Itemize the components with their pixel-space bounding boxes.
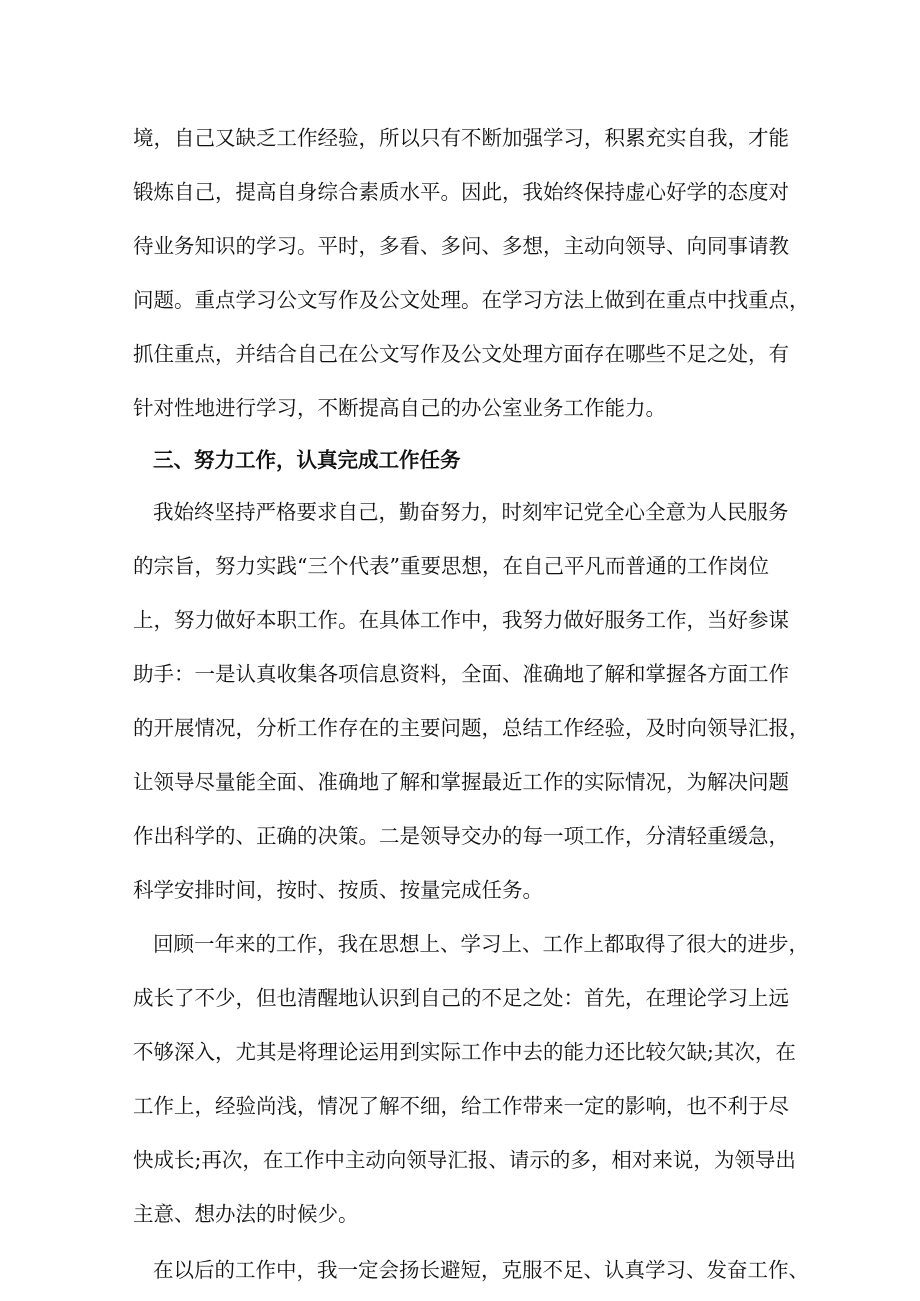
paragraph-3-line: 成长了不少，但也清醒地认识到自己的不足之处：首先，在理论学习上远 bbox=[133, 986, 789, 1010]
paragraph-1-line: 境，自己又缺乏工作经验，所以只有不断加强学习，积累充实自我，才能 bbox=[133, 126, 789, 150]
section-heading: 三、努力工作，认真完成工作任务 bbox=[153, 448, 461, 472]
paragraph-3-line: 回顾一年来的工作，我在思想上、学习上、工作上都取得了很大的进步， bbox=[153, 932, 809, 956]
paragraph-1-line: 针对性地进行学习，不断提高自己的办公室业务工作能力。 bbox=[133, 396, 666, 420]
paragraph-2-line: 科学安排时间，按时、按质、按量完成任务。 bbox=[133, 878, 543, 902]
paragraph-1-line: 抓住重点，并结合自己在公文写作及公文处理方面存在哪些不足之处，有 bbox=[133, 342, 789, 366]
paragraph-3-line: 主意、想办法的时候少。 bbox=[133, 1202, 359, 1226]
paragraph-2-line: 作出科学的、正确的决策。二是领导交办的每一项工作，分清轻重缓急， bbox=[133, 824, 789, 848]
paragraph-1-line: 问题。重点学习公文写作及公文处理。在学习方法上做到在重点中找重点， bbox=[133, 288, 810, 312]
paragraph-3-line: 快成长;再次，在工作中主动向领导汇报、请示的多，相对来说，为领导出 bbox=[133, 1148, 796, 1172]
paragraph-2-line: 我始终坚持严格要求自己，勤奋努力，时刻牢记党全心全意为人民服务 bbox=[153, 500, 789, 524]
paragraph-3-line: 工作上，经验尚浅，情况了解不细，给工作带来一定的影响，也不利于尽 bbox=[133, 1094, 789, 1118]
paragraph-3-line: 不够深入，尤其是将理论运用到实际工作中去的能力还比较欠缺;其次，在 bbox=[133, 1040, 796, 1064]
paragraph-2-line: 让领导尽量能全面、准确地了解和掌握最近工作的实际情况，为解决问题 bbox=[133, 770, 789, 794]
paragraph-2-line: 上，努力做好本职工作。在具体工作中，我努力做好服务工作，当好参谋 bbox=[133, 608, 789, 632]
paragraph-2-line: 的宗旨，努力实践“三个代表”重要思想，在自己平凡而普通的工作岗位 bbox=[133, 554, 769, 578]
paragraph-4-line: 在以后的工作中，我一定会扬长避短，克服不足、认真学习、发奋工作、 bbox=[153, 1258, 809, 1282]
paragraph-1-line: 锻炼自己，提高自身综合素质水平。因此，我始终保持虚心好学的态度对 bbox=[133, 180, 789, 204]
paragraph-2-line: 助手：一是认真收集各项信息资料，全面、准确地了解和掌握各方面工作 bbox=[133, 662, 789, 686]
paragraph-1-line: 待业务知识的学习。平时，多看、多问、多想，主动向领导、向同事请教 bbox=[133, 234, 789, 258]
paragraph-2-line: 的开展情况，分析工作存在的主要问题，总结工作经验，及时向领导汇报， bbox=[133, 716, 810, 740]
